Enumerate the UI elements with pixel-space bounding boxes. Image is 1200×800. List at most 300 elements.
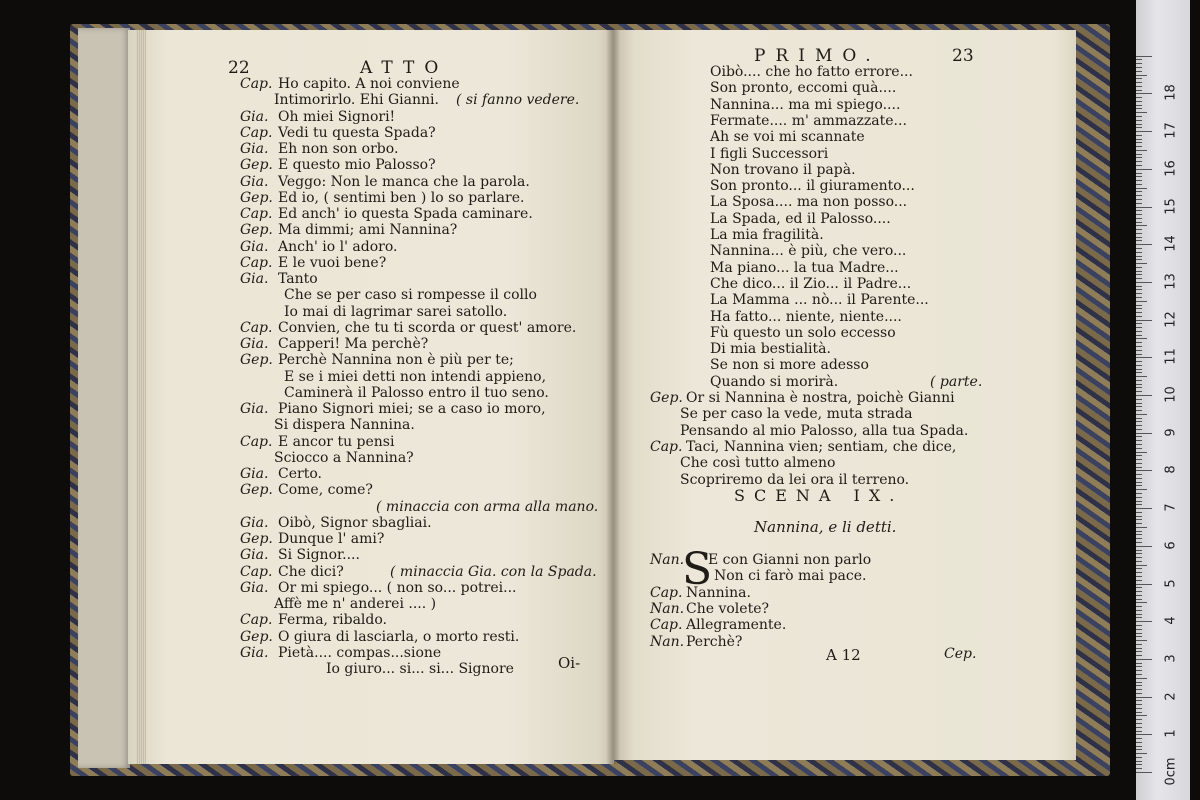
ruler-tick bbox=[1136, 565, 1147, 566]
ruler-tick bbox=[1136, 670, 1142, 671]
verse-line: Ferma, ribaldo. bbox=[278, 612, 387, 629]
verse-line: Si Signor.... bbox=[278, 547, 360, 564]
ruler-tick bbox=[1136, 93, 1152, 94]
ruler-tick bbox=[1136, 576, 1142, 577]
verse-line: Convien, che tu ti scorda or quest' amore. bbox=[278, 319, 577, 336]
verse-line: E le vuoi bene? bbox=[278, 254, 387, 271]
ruler-tick bbox=[1136, 338, 1147, 339]
ruler-tick bbox=[1136, 67, 1142, 68]
ruler-tick bbox=[1136, 602, 1147, 603]
ruler-tick bbox=[1136, 286, 1142, 287]
verse-line: I figli Successori bbox=[710, 145, 829, 162]
speaker-label: Gia. bbox=[240, 401, 269, 417]
ruler-tick bbox=[1136, 173, 1142, 174]
ruler-tick bbox=[1136, 553, 1142, 554]
speaker-label: Cap. bbox=[240, 612, 273, 629]
verse-line: Fù questo un solo eccesso bbox=[710, 324, 896, 341]
ruler-tick bbox=[1136, 519, 1142, 520]
ruler-tick bbox=[1136, 516, 1142, 517]
ruler-tick bbox=[1136, 301, 1147, 302]
ruler-label: 1 bbox=[1163, 729, 1179, 738]
ruler-tick bbox=[1136, 372, 1142, 373]
ruler-tick bbox=[1136, 614, 1142, 615]
ruler-tick bbox=[1136, 523, 1142, 524]
ruler-tick bbox=[1136, 489, 1147, 490]
verse-line: Perchè Nannina non è più per te; bbox=[278, 352, 514, 369]
verse-line: Se non si more adesso bbox=[710, 357, 869, 374]
ruler-tick bbox=[1136, 591, 1142, 592]
verse-line: Piano Signori miei; se a caso io moro, bbox=[278, 401, 546, 417]
ruler-tick bbox=[1136, 584, 1152, 585]
ruler-tick bbox=[1136, 697, 1152, 698]
verse-line: Sciocco a Nannina? bbox=[274, 449, 414, 466]
speaker-label: Gia. bbox=[240, 547, 269, 564]
ruler-tick bbox=[1136, 629, 1142, 630]
verse-line: Fermate.... m' ammazzate... bbox=[710, 112, 907, 129]
ruler-tick bbox=[1136, 689, 1142, 690]
ruler-tick bbox=[1136, 357, 1152, 358]
verse-line: E questo mio Palosso? bbox=[278, 157, 436, 174]
ruler-tick bbox=[1136, 625, 1142, 626]
ruler-tick bbox=[1136, 708, 1142, 709]
ruler-label: 6 bbox=[1163, 541, 1179, 550]
speaker-label: Gep. bbox=[240, 482, 273, 499]
ruler-tick bbox=[1136, 768, 1142, 769]
ruler-tick bbox=[1136, 120, 1142, 121]
speaker-label: Cap. bbox=[650, 584, 683, 601]
ruler-tick bbox=[1136, 557, 1142, 558]
ruler-tick bbox=[1136, 320, 1152, 321]
ruler-tick bbox=[1136, 546, 1152, 547]
ruler-tick bbox=[1136, 731, 1142, 732]
ruler-tick bbox=[1136, 354, 1142, 355]
ruler-tick bbox=[1136, 327, 1142, 328]
ruler-tick bbox=[1136, 90, 1142, 91]
speaker-label: Cap. bbox=[240, 563, 273, 580]
ruler-tick bbox=[1136, 712, 1142, 713]
verse-line: Ho capito. A noi conviene bbox=[278, 76, 460, 92]
ruler-tick bbox=[1136, 154, 1142, 155]
page-number-left: 22 bbox=[228, 58, 250, 78]
verse-line: Che dici? bbox=[278, 563, 344, 580]
verse-line: Certo. bbox=[278, 466, 322, 482]
ruler-tick bbox=[1136, 305, 1142, 306]
ruler-tick bbox=[1136, 142, 1142, 143]
ruler-tick bbox=[1136, 271, 1142, 272]
ruler-tick bbox=[1136, 259, 1142, 260]
ruler-label: 0cm bbox=[1163, 757, 1179, 786]
ruler-label: 16 bbox=[1163, 160, 1179, 177]
ruler-tick bbox=[1136, 282, 1152, 283]
ruler-tick bbox=[1136, 59, 1142, 60]
verse-line: E ancor tu pensi bbox=[278, 433, 395, 450]
verse-line: Si dispera Nannina. bbox=[274, 417, 415, 434]
verse-line: Capperi! Ma perchè? bbox=[278, 336, 429, 352]
ruler-tick bbox=[1136, 655, 1142, 656]
left-page bbox=[128, 30, 614, 764]
speaker-label: Nan. bbox=[650, 633, 685, 650]
ruler-tick bbox=[1136, 651, 1142, 652]
verse-line: Veggo: Non le manca che la parola. bbox=[278, 173, 530, 190]
ruler-tick bbox=[1136, 127, 1142, 128]
measuring-ruler bbox=[1136, 0, 1190, 800]
verse-line: Or mi spiego... ( non so... potrei... bbox=[278, 579, 517, 596]
ruler-tick bbox=[1136, 474, 1142, 475]
ruler-tick bbox=[1136, 195, 1142, 196]
catchword-right: Cep. bbox=[944, 646, 977, 662]
verse-line: Intimorirlo. Ehi Gianni. bbox=[274, 92, 439, 109]
ruler-tick bbox=[1136, 749, 1142, 750]
ruler-tick bbox=[1136, 293, 1142, 294]
ruler-tick bbox=[1136, 191, 1142, 192]
verse-line: Anch' io l' adoro. bbox=[278, 238, 398, 255]
ruler-tick bbox=[1136, 738, 1142, 739]
ruler-tick bbox=[1136, 225, 1147, 226]
ruler-tick bbox=[1136, 678, 1147, 679]
ruler-label: 13 bbox=[1163, 273, 1179, 290]
ruler-tick bbox=[1136, 693, 1142, 694]
ruler-tick bbox=[1136, 56, 1152, 57]
ruler-tick bbox=[1136, 640, 1147, 641]
ruler-tick bbox=[1136, 222, 1142, 223]
ruler-tick bbox=[1136, 663, 1142, 664]
ruler-tick bbox=[1136, 568, 1142, 569]
verse-line: La Spada, ed il Palosso.... bbox=[710, 210, 891, 227]
verse-line: Io giuro... si... si... Signore bbox=[326, 661, 514, 677]
ruler-tick bbox=[1136, 157, 1142, 158]
ruler-tick bbox=[1136, 380, 1142, 381]
ruler-tick bbox=[1136, 501, 1142, 502]
speaker-label: Cap. bbox=[240, 254, 273, 271]
ruler-tick bbox=[1136, 617, 1142, 618]
verse-line: Se per caso la vede, muta strada bbox=[680, 406, 913, 423]
ruler-tick bbox=[1136, 734, 1152, 735]
verse-line: Ha fatto... niente, niente.... bbox=[710, 308, 902, 325]
speaker-label: Nan. bbox=[650, 600, 685, 617]
ruler-tick bbox=[1136, 595, 1142, 596]
speaker-label: Gep. bbox=[240, 531, 273, 547]
ruler-label: 15 bbox=[1163, 197, 1179, 215]
verse-line: Non trovano il papà. bbox=[710, 161, 856, 178]
ruler-tick bbox=[1136, 252, 1142, 253]
ruler-tick bbox=[1136, 606, 1142, 607]
ruler-tick bbox=[1136, 433, 1152, 434]
ruler-tick bbox=[1136, 403, 1142, 404]
verse-line: Ah se voi mi scannate bbox=[710, 129, 865, 146]
ruler-tick bbox=[1136, 512, 1142, 513]
speaker-label: Gia. bbox=[240, 141, 269, 157]
stage-direction: ( minaccia con arma alla mano. bbox=[376, 498, 599, 515]
ruler-tick bbox=[1136, 727, 1142, 728]
speaker-label: Cap. bbox=[650, 438, 683, 455]
ruler-tick bbox=[1136, 425, 1142, 426]
running-head-left: ATTO bbox=[360, 58, 449, 78]
ruler-tick bbox=[1136, 448, 1142, 449]
speaker-label: Cap. bbox=[240, 124, 273, 141]
speaker-label: Gia. bbox=[240, 173, 269, 190]
verse-line: Nannina. bbox=[686, 584, 751, 601]
ruler-tick bbox=[1136, 467, 1142, 468]
ruler-tick bbox=[1136, 199, 1142, 200]
ruler-tick bbox=[1136, 274, 1142, 275]
ruler-tick bbox=[1136, 331, 1142, 332]
ruler-label: 10 bbox=[1163, 386, 1179, 403]
ruler-tick bbox=[1136, 527, 1147, 528]
ruler-tick bbox=[1136, 150, 1147, 151]
ruler-tick bbox=[1136, 659, 1152, 660]
catchword-left: Oi- bbox=[558, 654, 581, 672]
ruler-tick bbox=[1136, 131, 1152, 132]
ruler-tick bbox=[1136, 188, 1147, 189]
verse-line: Caminerà il Palosso entro il tuo seno. bbox=[284, 384, 549, 401]
speaker-label: Gia. bbox=[240, 238, 269, 255]
ruler-tick bbox=[1136, 369, 1142, 370]
ruler-tick bbox=[1136, 75, 1147, 76]
ruler-tick bbox=[1136, 350, 1142, 351]
ruler-tick bbox=[1136, 561, 1142, 562]
ruler-tick bbox=[1136, 746, 1142, 747]
ruler-label: 17 bbox=[1163, 122, 1179, 139]
ruler-tick bbox=[1136, 105, 1142, 106]
ruler-tick bbox=[1136, 384, 1142, 385]
ruler-tick bbox=[1136, 112, 1147, 113]
verse-line: Ed io, ( sentimi ben ) lo so parlare. bbox=[278, 189, 525, 206]
speaker-label: Cap. bbox=[650, 617, 683, 634]
ruler-tick bbox=[1136, 704, 1142, 705]
ruler-tick bbox=[1136, 621, 1152, 622]
verse-line: Vedi tu questa Spada? bbox=[278, 124, 436, 141]
drop-capital: S bbox=[682, 544, 713, 595]
verse-line: Di mia bestialità. bbox=[710, 341, 831, 358]
ruler-label: 14 bbox=[1163, 235, 1179, 252]
ruler-tick bbox=[1136, 719, 1142, 720]
ruler-tick bbox=[1136, 267, 1142, 268]
ruler-label: 8 bbox=[1163, 465, 1179, 475]
speaker-label: Gia. bbox=[240, 644, 269, 661]
ruler-tick bbox=[1136, 644, 1142, 645]
ruler-tick bbox=[1136, 463, 1142, 464]
verse-line: La mia fragilità. bbox=[710, 227, 824, 243]
ruler-tick bbox=[1136, 263, 1147, 264]
ruler-tick bbox=[1136, 184, 1142, 185]
ruler-tick bbox=[1136, 482, 1142, 483]
ruler-tick bbox=[1136, 682, 1142, 683]
speaker-label: Gia. bbox=[240, 336, 269, 352]
verse-line: Non ci farò mai pace. bbox=[714, 568, 867, 585]
ruler-tick bbox=[1136, 139, 1142, 140]
speaker-label: Gep. bbox=[240, 189, 273, 206]
speaker-label: Gia. bbox=[240, 466, 269, 482]
ruler-label: 2 bbox=[1163, 691, 1179, 701]
ruler-tick bbox=[1136, 233, 1142, 234]
ruler-tick bbox=[1136, 210, 1142, 211]
verse-line: Dunque l' ami? bbox=[278, 531, 385, 547]
ruler-tick bbox=[1136, 229, 1142, 230]
verse-line: Allegramente. bbox=[686, 617, 787, 634]
speaker-label: Gia. bbox=[240, 579, 269, 596]
ruler-tick bbox=[1136, 289, 1142, 290]
book-gutter bbox=[606, 30, 620, 764]
speaker-label: Cap. bbox=[240, 319, 273, 336]
verse-line: Oibò, Signor sbagliai. bbox=[278, 514, 432, 531]
ruler-tick bbox=[1136, 666, 1142, 667]
speaker-label: Cap. bbox=[240, 206, 273, 222]
ruler-tick bbox=[1136, 124, 1142, 125]
ruler-tick bbox=[1136, 493, 1142, 494]
verse-line: Ma piano... la tua Madre... bbox=[710, 259, 899, 276]
verse-line: E con Gianni non parlo bbox=[708, 552, 872, 568]
ruler-tick bbox=[1136, 297, 1142, 298]
ruler-tick bbox=[1136, 470, 1152, 471]
speaker-label: Gep. bbox=[240, 628, 273, 645]
ruler-tick bbox=[1136, 214, 1142, 215]
speaker-label: Gep. bbox=[240, 157, 273, 174]
ruler-label: 11 bbox=[1163, 348, 1179, 366]
ruler-tick bbox=[1136, 395, 1152, 396]
verse-line: O giura di lasciarla, o morto resti. bbox=[278, 628, 520, 645]
speaker-label: Gia. bbox=[240, 271, 269, 287]
ruler-tick bbox=[1136, 478, 1142, 479]
ruler-tick bbox=[1136, 203, 1142, 204]
speaker-label: Gia. bbox=[240, 514, 269, 531]
right-page bbox=[614, 30, 1076, 760]
ruler-label: 7 bbox=[1163, 503, 1179, 512]
ruler-tick bbox=[1136, 308, 1142, 309]
verse-line: Che se per caso si rompesse il collo bbox=[284, 287, 537, 304]
stage-direction: ( si fanno vedere. bbox=[456, 92, 580, 109]
ruler-tick bbox=[1136, 218, 1142, 219]
ruler-tick bbox=[1136, 376, 1147, 377]
ruler-tick bbox=[1136, 772, 1152, 773]
ruler-tick bbox=[1136, 316, 1142, 317]
ruler-tick bbox=[1136, 723, 1142, 724]
ruler-tick bbox=[1136, 715, 1147, 716]
ruler-tick bbox=[1136, 534, 1142, 535]
verse-line: Tanto bbox=[278, 271, 318, 287]
scene-title: SCENA IX. bbox=[734, 486, 904, 505]
ruler-tick bbox=[1136, 764, 1142, 765]
verse-line: Scopriremo da lei ora il terreno. bbox=[680, 471, 910, 488]
ruler-label: 18 bbox=[1163, 84, 1179, 102]
ruler-tick bbox=[1136, 421, 1142, 422]
speaker-label: Gep. bbox=[240, 222, 273, 239]
ruler-tick bbox=[1136, 391, 1142, 392]
ruler-tick bbox=[1136, 633, 1142, 634]
ruler-label: 4 bbox=[1163, 616, 1179, 625]
scene-characters: Nannina, e li detti. bbox=[754, 518, 897, 536]
verse-line: Che volete? bbox=[686, 600, 769, 617]
ruler-tick bbox=[1136, 161, 1142, 162]
ruler-tick bbox=[1136, 63, 1142, 64]
ruler-tick bbox=[1136, 406, 1142, 407]
ruler-tick bbox=[1136, 753, 1147, 754]
ruler-label: 5 bbox=[1163, 578, 1179, 588]
page-edges bbox=[136, 30, 146, 764]
ruler-tick bbox=[1136, 361, 1142, 362]
ruler-tick bbox=[1136, 244, 1152, 245]
verse-line: Oibò.... che ho fatto errore... bbox=[710, 64, 913, 80]
ruler-tick bbox=[1136, 508, 1152, 509]
ruler-tick bbox=[1136, 71, 1142, 72]
verse-line: Io mai di lagrimar sarei satollo. bbox=[284, 303, 508, 320]
ruler-label: 12 bbox=[1163, 310, 1179, 328]
ruler-tick bbox=[1136, 86, 1142, 87]
ruler-tick bbox=[1136, 248, 1142, 249]
ruler-tick bbox=[1136, 538, 1142, 539]
ruler-tick bbox=[1136, 256, 1142, 257]
ruler-tick bbox=[1136, 399, 1142, 400]
stage-direction: ( minaccia Gia. con la Spada. bbox=[390, 563, 597, 580]
ruler-tick bbox=[1136, 365, 1142, 366]
verse-line: E se i miei detti non intendi appieno, bbox=[284, 368, 547, 385]
verse-line: Pensando al mio Palosso, alla tua Spada. bbox=[680, 422, 969, 439]
ruler-tick bbox=[1136, 240, 1142, 241]
speaker-label: Nan. bbox=[650, 552, 685, 568]
ruler-tick bbox=[1136, 342, 1142, 343]
verse-line: Quando si morirà. bbox=[710, 373, 839, 390]
verse-line: La Sposa.... ma non posso... bbox=[710, 194, 908, 211]
verse-line: Nannina... è più, che vero... bbox=[710, 243, 907, 260]
verse-line: Come, come? bbox=[278, 482, 373, 499]
ruler-tick bbox=[1136, 674, 1142, 675]
verse-line: Taci, Nannina vien; sentiam, che dice, bbox=[686, 438, 957, 455]
ruler-tick bbox=[1136, 587, 1142, 588]
verse-line: Pietà.... compas...sione bbox=[278, 644, 442, 661]
speaker-label: Gep. bbox=[650, 390, 683, 406]
signature-mark: A 12 bbox=[826, 646, 861, 664]
ruler-tick bbox=[1136, 452, 1147, 453]
verse-line: Eh non son orbo. bbox=[278, 141, 399, 157]
stage-direction: ( parte. bbox=[930, 373, 983, 390]
ruler-tick bbox=[1136, 444, 1142, 445]
ruler-tick bbox=[1136, 335, 1142, 336]
ruler-tick bbox=[1136, 542, 1142, 543]
verse-line: Son pronto, eccomi quà.... bbox=[710, 80, 897, 97]
ruler-tick bbox=[1136, 418, 1142, 419]
ruler-tick bbox=[1136, 323, 1142, 324]
ruler-tick bbox=[1136, 648, 1142, 649]
verse-line: Nannina... ma mi spiego.... bbox=[710, 96, 901, 113]
ruler-label: 9 bbox=[1163, 428, 1179, 437]
ruler-tick bbox=[1136, 165, 1142, 166]
verse-line: Ma dimmi; ami Nannina? bbox=[278, 222, 458, 239]
verse-line: Ed anch' io questa Spada caminare. bbox=[278, 206, 533, 222]
ruler-tick bbox=[1136, 278, 1142, 279]
ruler-tick bbox=[1136, 312, 1142, 313]
speaker-label: Gia. bbox=[240, 108, 269, 125]
ruler-tick bbox=[1136, 97, 1142, 98]
ruler-tick bbox=[1136, 101, 1142, 102]
verse-line: Perchè? bbox=[686, 633, 743, 650]
ruler-tick bbox=[1136, 146, 1142, 147]
verse-line: Oh miei Signori! bbox=[278, 108, 396, 125]
speaker-label: Cap. bbox=[240, 76, 273, 92]
endpaper bbox=[78, 28, 130, 768]
ruler-tick bbox=[1136, 757, 1142, 758]
ruler-tick bbox=[1136, 135, 1142, 136]
ruler-tick bbox=[1136, 580, 1142, 581]
ruler-tick bbox=[1136, 176, 1142, 177]
speaker-label: Cap. bbox=[240, 433, 273, 450]
ruler-tick bbox=[1136, 550, 1142, 551]
ruler-tick bbox=[1136, 610, 1142, 611]
verse-line: Che dico... il Zio... il Padre... bbox=[710, 275, 912, 292]
ruler-tick bbox=[1136, 387, 1142, 388]
ruler-tick bbox=[1136, 599, 1142, 600]
ruler-tick bbox=[1136, 180, 1142, 181]
verse-line: Affè me n' anderei .... ) bbox=[274, 596, 437, 612]
verse-line: Son pronto... il giuramento... bbox=[710, 178, 915, 195]
